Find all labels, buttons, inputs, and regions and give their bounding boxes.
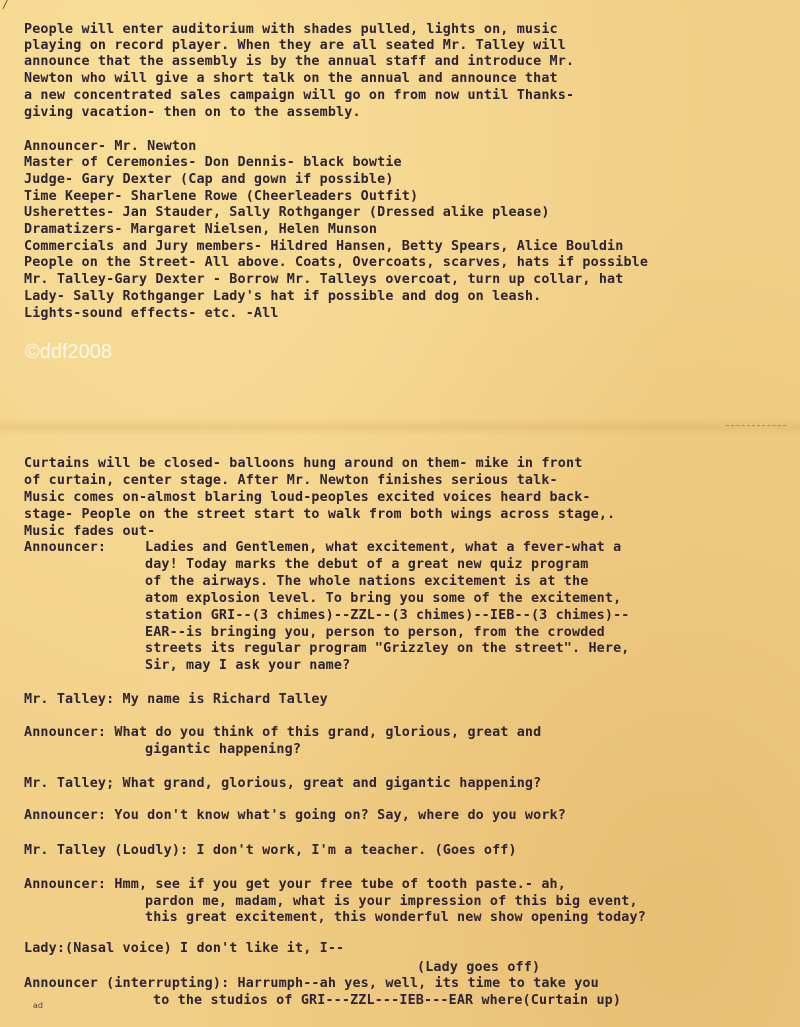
dialogue-line: to the studios of GRI---ZZL---IEB---EAR where(Curtain up)	[153, 993, 622, 1008]
stage-line: Music comes on-almost blaring loud-peoples excited voices heard back-	[24, 490, 591, 505]
dialogue-line: Announcer: Hmm, see if you get your free tube of tooth paste.- ah,	[24, 877, 566, 892]
stage-cue: (Lady goes off)	[417, 960, 541, 975]
cast-line: People on the Street- All above. Coats, Overcoats, scarves, hats if possible	[24, 255, 649, 270]
dialogue-line: Sir, may I ask your name?	[145, 658, 351, 673]
dialogue-line: Announcer: What do you think of this grand, glorious, great and	[24, 725, 542, 740]
dialogue-line: Announcer: You don't know what's going on? Say, where do you work?	[24, 808, 566, 823]
cast-line: Mr. Talley-Gary Dexter - Borrow Mr. Talleys overcoat, turn up collar, hat	[24, 272, 624, 287]
fold-dash	[726, 425, 786, 426]
intro-line: Newton who will give a short talk on the annual and announce that	[24, 71, 558, 86]
paper-fold	[0, 418, 800, 436]
cast-line: Dramatizers- Margaret Nielsen, Helen Munson	[24, 222, 378, 237]
cast-line: Time Keeper- Sharlene Rowe (Cheerleaders Outfit)	[24, 189, 419, 204]
stage-line: Curtains will be closed- balloons hung around on them- mike in front	[24, 456, 583, 471]
intro-line: announce that the assembly is by the annual staff and introduce Mr.	[24, 54, 575, 69]
dialogue-line: Ladies and Gentlemen, what excitement, what a fever-what a	[145, 540, 622, 555]
cast-line: Judge- Gary Dexter (Cap and gown if possible)	[24, 172, 394, 187]
intro-line: a new concentrated sales campaign will go on from now until Thanks-	[24, 88, 575, 103]
dialogue-line: streets its regular program "Grizzley on the street". Here,	[145, 641, 630, 656]
cast-line: Lady- Sally Rothganger Lady's hat if possible and dog on leash.	[24, 289, 542, 304]
dialogue-line: Mr. Talley; What grand, glorious, great and gigantic happening?	[24, 776, 542, 791]
dialogue-line: this great excitement, this wonderful new show opening today?	[145, 910, 646, 925]
stage-line: of curtain, center stage. After Mr. Newton finishes serious talk-	[24, 473, 558, 488]
dialogue-line: pardon me, madam, what is your impression of this big event,	[145, 894, 638, 909]
intro-line: People will enter auditorium with shades pulled, lights on, music	[24, 22, 558, 37]
cast-line: Announcer- Mr. Newton	[24, 139, 197, 154]
stage-line: stage- People on the street start to walk from both wings across stage,.	[24, 507, 616, 522]
dialogue-line: of the airways. The whole nations excitement is at the	[145, 574, 589, 589]
dialogue-line: station GRI--(3 chimes)--ZZL--(3 chimes)--IEB--(3 chimes)--	[145, 608, 630, 623]
watermark: ©ddf2008	[25, 341, 113, 363]
speaker-label: Announcer:	[24, 540, 107, 555]
dialogue-line: atom explosion level. To bring you some of the excitement,	[145, 591, 622, 606]
page-footnote: ad	[33, 1001, 43, 1010]
cast-line: Lights-sound effects- etc. -All	[24, 306, 279, 321]
dialogue-line: Mr. Talley (Loudly): I don't work, I'm a teacher. (Goes off)	[24, 843, 517, 858]
dialogue-line: Announcer (interrupting): Harrumph--ah yes, well, its time to take you	[24, 976, 599, 991]
dialogue-line: EAR--is bringing you, person to person, from the crowded	[145, 625, 605, 640]
dialogue-line: Mr. Talley: My name is Richard Talley	[24, 692, 328, 707]
intro-line: playing on record player. When they are all seated Mr. Talley will	[24, 38, 566, 53]
corner-mark: /	[2, 0, 9, 11]
intro-line: giving vacation- then on to the assembly.	[24, 105, 361, 120]
stage-line: Music fades out-	[24, 524, 156, 539]
cast-line: Master of Ceremonies- Don Dennis- black bowtie	[24, 155, 402, 170]
cast-line: Usherettes- Jan Stauder, Sally Rothganger (Dressed alike please)	[24, 205, 550, 220]
dialogue-line: gigantic happening?	[145, 742, 302, 757]
dialogue-line: day! Today marks the debut of a great new quiz program	[145, 557, 589, 572]
dialogue-line: Lady:(Nasal voice) I don't like it, I--	[24, 941, 345, 956]
cast-line: Commercials and Jury members- Hildred Hansen, Betty Spears, Alice Bouldin	[24, 239, 624, 254]
